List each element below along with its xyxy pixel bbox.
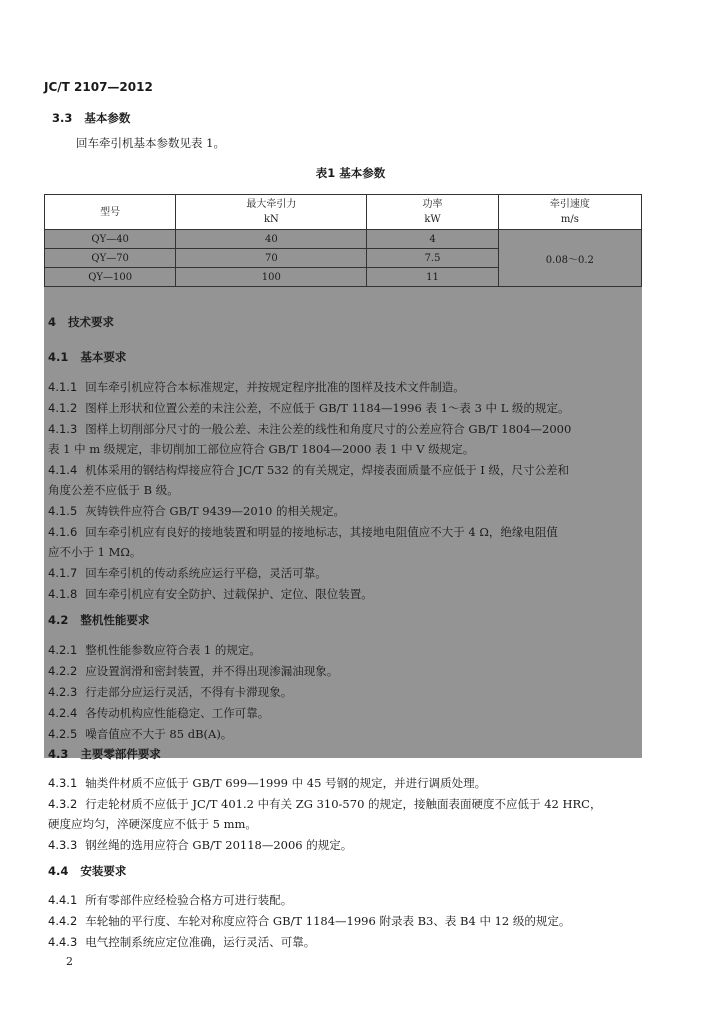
section-title: 基本参数 <box>84 111 131 125</box>
header-force: 最大牵引力 kN <box>176 195 367 230</box>
section-4-4-heading <box>48 863 126 879</box>
clause-4-3-1: 4.3.1 轴类件材质不应低于 GB/T 699—1999 中 45 号钢的规定，并进行调质处理。 <box>48 776 487 790</box>
clause-4-1-2: 4.1.2 图样上形状和位置公差的未注公差，不应低于 GB/T 1184—1996 表 1～表 3 中 L 级的规定。 <box>48 401 570 415</box>
section-4-1-heading <box>48 349 126 365</box>
page-number: 2 <box>66 955 73 968</box>
intro-paragraph: 回车牵引机基本参数见表 1。 <box>76 136 225 150</box>
clause-4-1-3: 4.1.3 图样上切削部分尺寸的一般公差、未注公差的线性和角度尺寸的公差应符合 GB/T 1804—2000 表 1 中 m 级规定，非切削加工部位应符合 GB/T 1804—2000 表 1 中 V 级规定。 <box>48 422 572 456</box>
clause-4-2-4: 4.2.4 各传动机构应性能稳定、工作可靠。 <box>48 706 270 720</box>
clause-4-1-4: 4.1.4 机体采用的钢结构焊接应符合 JC/T 532 的有关规定，焊接表面质量不应低于 Ⅰ 级，尺寸公差和 角度公差不应低于 B 级。 <box>48 463 569 497</box>
standard-code-header: JC/T 2107—2012 <box>44 80 153 94</box>
clause-4-3-3: 4.3.3 钢丝绳的选用应符合 GB/T 20118—2006 的规定。 <box>48 838 353 852</box>
cell-force: 100 <box>176 268 367 287</box>
table-header-row <box>45 195 642 230</box>
section-4-heading <box>48 314 114 330</box>
clause-4-1-8: 4.1.8 回车牵引机应有安全防护、过载保护、定位、限位装置。 <box>48 587 373 601</box>
clause-4-2-5: 4.2.5 噪音值应不大于 85 dB(A)。 <box>48 727 233 741</box>
parameters-table <box>44 194 642 287</box>
section-4-3-heading <box>48 746 161 762</box>
cell-speed: 0.08～0.2 <box>498 230 641 287</box>
header-model: 型号 <box>45 195 176 230</box>
cell-model: QY—40 <box>45 230 176 249</box>
section-3-3-heading <box>52 110 130 126</box>
section-title: 主要零部件要求 <box>80 747 161 761</box>
cell-power: 11 <box>367 268 498 287</box>
clause-4-1-6: 4.1.6 回车牵引机应有良好的接地装置和明显的接地标志，其接地电阻值应不大于 4 Ω，绝缘电阻值 应不小于 1 MΩ。 <box>48 525 558 559</box>
clause-4-4-3: 4.4.3 电气控制系统应定位准确，运行灵活、可靠。 <box>48 935 316 949</box>
section-number: 4 <box>48 315 57 329</box>
clause-4-2-3: 4.2.3 行走部分应运行灵活，不得有卡滞现象。 <box>48 685 293 699</box>
cell-model: QY—100 <box>45 268 176 287</box>
section-number: 4.3 <box>48 747 69 761</box>
clause-4-1-1: 4.1.1 回车牵引机应符合本标准规定，并按规定程序批准的图样及技术文件制造。 <box>48 380 465 394</box>
section-title: 基本要求 <box>80 350 127 364</box>
cell-force: 40 <box>176 230 367 249</box>
section-title: 整机性能要求 <box>80 613 150 627</box>
clause-4-1-7: 4.1.7 回车牵引机的传动系统应运行平稳，灵活可靠。 <box>48 566 327 580</box>
clause-4-4-2: 4.4.2 车轮轴的平行度、车轮对称度应符合 GB/T 1184—1996 附录表 B3、表 B4 中 12 级的规定。 <box>48 914 571 928</box>
section-number: 3.3 <box>52 111 73 125</box>
section-title: 技术要求 <box>68 315 115 329</box>
clause-4-4-1: 4.4.1 所有零部件应经检验合格方可进行装配。 <box>48 893 293 907</box>
cell-power: 4 <box>367 230 498 249</box>
section-number: 4.4 <box>48 864 69 878</box>
cell-force: 70 <box>176 249 367 268</box>
header-power: 功率 kW <box>367 195 498 230</box>
section-number: 4.1 <box>48 350 69 364</box>
cell-model: QY—70 <box>45 249 176 268</box>
section-title: 安装要求 <box>80 864 127 878</box>
clause-4-3-2: 4.3.2 行走轮材质不应低于 JC/T 401.2 中有关 ZG 310-570 的规定，接触面表面硬度不应低于 42 HRC， 硬度应均匀，淬硬深度应不低于 5 mm。 <box>48 797 602 831</box>
table-caption: 表1 基本参数 <box>315 166 386 180</box>
section-number: 4.2 <box>48 613 69 627</box>
section-4-2-heading <box>48 612 149 628</box>
header-speed: 牵引速度 m/s <box>498 195 641 230</box>
clause-4-2-1: 4.2.1 整机性能参数应符合表 1 的规定。 <box>48 643 261 657</box>
table-row <box>45 230 642 249</box>
cell-power: 7.5 <box>367 249 498 268</box>
clause-4-2-2: 4.2.2 应设置润滑和密封装置，并不得出现渗漏油现象。 <box>48 664 339 678</box>
clause-4-1-5: 4.1.5 灰铸铁件应符合 GB/T 9439—2010 的相关规定。 <box>48 504 345 518</box>
